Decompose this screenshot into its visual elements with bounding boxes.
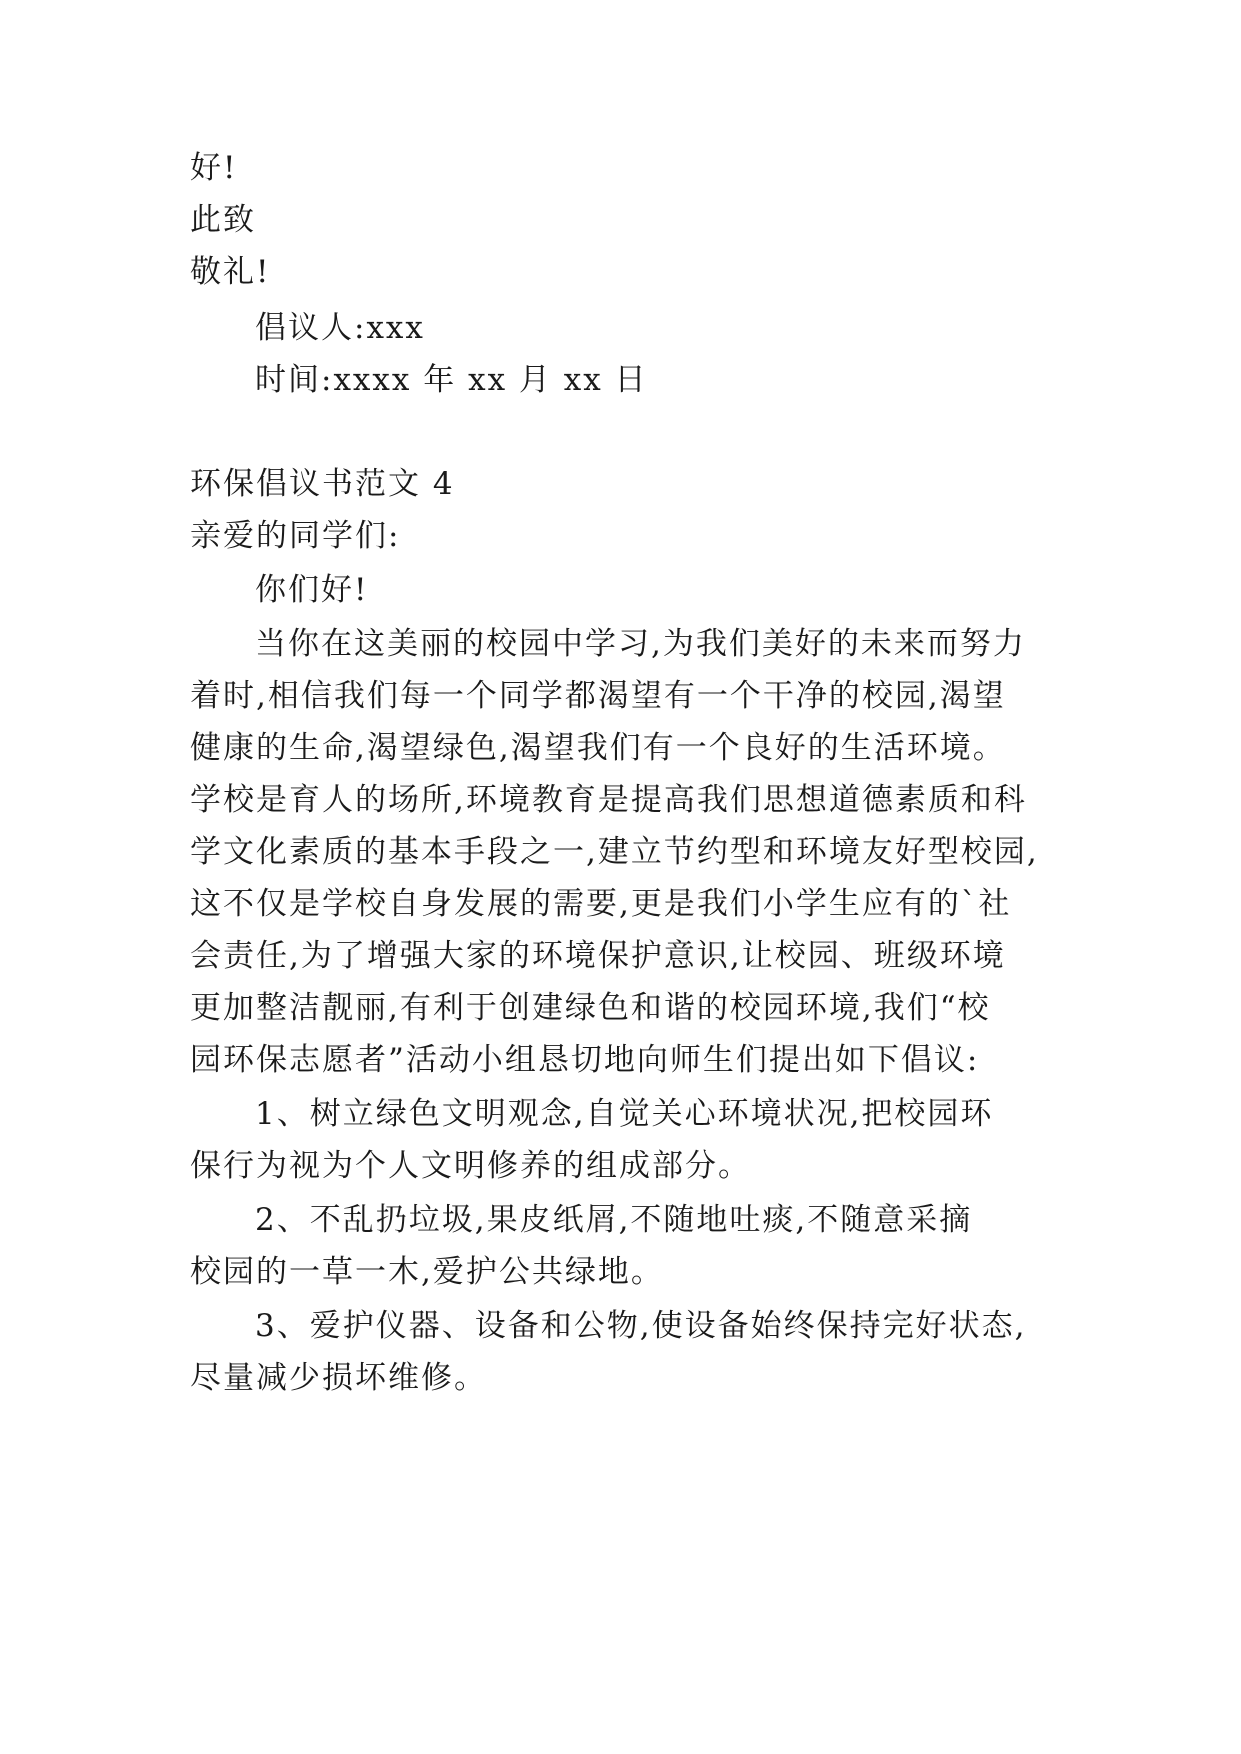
item-1-line: 保行为视为个人文明修养的组成部分。	[190, 1148, 751, 1184]
closing-line-hao: 好!	[190, 150, 238, 186]
paragraph-line: 这不仅是学校自身发展的需要,更是我们小学生应有的`社	[190, 886, 1012, 922]
paragraph-line: 着时,相信我们每一个同学都渴望有一个干净的校园,渴望	[190, 678, 1006, 714]
item-2-line: 校园的一草一木,爱护公共绿地。	[190, 1254, 664, 1290]
signature-proposer: 倡议人:xxx	[255, 310, 425, 346]
greeting: 你们好!	[255, 572, 369, 608]
closing-line-cizhi: 此致	[190, 202, 256, 238]
paragraph-line: 更加整洁靓丽,有利于创建绿色和谐的校园环境,我们“校	[190, 990, 991, 1026]
item-2-line: 2、不乱扔垃圾,果皮纸屑,不随地吐痰,不随意采摘	[255, 1202, 973, 1238]
paragraph-line: 学校是育人的场所,环境教育是提高我们思想道德素质和科	[190, 782, 1027, 818]
salutation: 亲爱的同学们:	[190, 518, 401, 554]
paragraph-line: 健康的生命,渴望绿色,渴望我们有一个良好的生活环境。	[190, 730, 1006, 766]
item-3-line: 尽量减少损坏维修。	[190, 1360, 487, 1396]
closing-line-jingli: 敬礼!	[190, 254, 271, 290]
paragraph-line: 当你在这美丽的校园中学习,为我们美好的未来而努力	[255, 626, 1026, 662]
signature-date: 时间:xxxx 年 xx 月 xx 日	[255, 362, 648, 398]
paragraph-line: 学文化素质的基本手段之一,建立节约型和环境友好型校园,	[190, 834, 1039, 870]
paragraph-line: 园环保志愿者”活动小组恳切地向师生们提出如下倡议:	[190, 1042, 980, 1078]
section-title: 环保倡议书范文 4	[190, 466, 455, 502]
item-3-line: 3、爱护仪器、设备和公物,使设备始终保持完好状态,	[255, 1308, 1027, 1344]
item-1-line: 1、树立绿色文明观念,自觉关心环境状况,把校园环	[255, 1096, 994, 1132]
paragraph-line: 会责任,为了增强大家的环境保护意识,让校园、班级环境	[190, 938, 1006, 974]
